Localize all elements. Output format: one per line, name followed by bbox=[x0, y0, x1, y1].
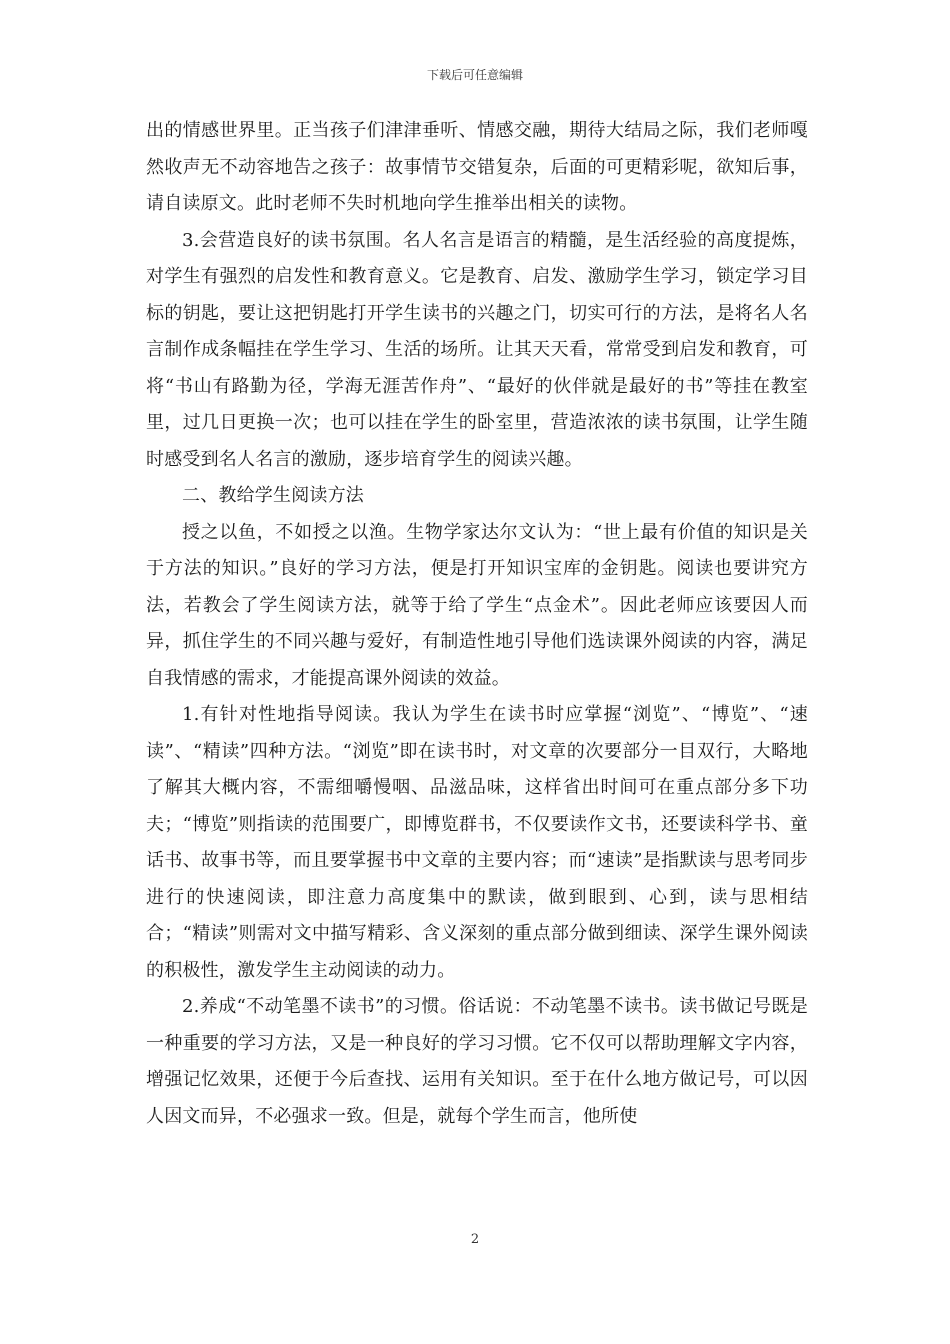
paragraph-note-taking-habit: 2.养成“不动笔墨不读书”的习惯。俗话说：不动笔墨不读书。读书做记号既是一种重要的学习方法，又是一种良好的学习习惯。它不仅可以帮助理解文字内容，增强记忆效果，还便于今后查找、运用有关知识。至于在什么地方做记号，可以因人因文而异，不必强求一致。但是，就每个学生而言，他所使 bbox=[146, 996, 808, 1127]
document-body bbox=[146, 113, 808, 1135]
section-heading: 二、教给学生阅读方法 bbox=[182, 485, 364, 506]
paragraph-reading-atmosphere: 3.会营造良好的读书氛围。名人名言是语言的精髓，是生活经验的高度提炼，对学生有强烈的启发性和教育意义。它是教育、启发、激励学生学习，锁定学习目标的钥匙，要让这把钥匙打开学生读书的兴趣之门，切实可行的方法，是将名人名言制作成条幅挂在学生学习、生活的场所。让其天天看，常常受到启发和教育，可将“书山有路勤为径，学海无涯苦作舟”、“最好的伙伴就是最好的书”等挂在教室里，过几日更换一次；也可以挂在学生的卧室里，营造浓浓的读书氛围，让学生随时感受到名人名言的激励，逐步培育学生的阅读兴趣。 bbox=[146, 229, 808, 470]
page-header: 下载后可任意编辑 bbox=[426, 68, 523, 82]
paragraph-continuation: 出的情感世界里。正当孩子们津津垂听、情感交融，期待大结局之际，我们老师嘎然收声无不动容地告之孩子：故事情节交错复杂，后面的可更精彩呢，欲知后事，请自读原文。此时老师不失时机地向学生推举出相关的读物。 bbox=[146, 120, 808, 214]
page-number: 2 bbox=[470, 1232, 480, 1247]
paragraph-targeted-guidance: 1.有针对性地指导阅读。我认为学生在读书时应掌握“浏览”、“博览”、“速读”、“精读”四种方法。“浏览”即在读书时，对文章的次要部分一目双行，大略地了解其大概内容，不需细嚼慢咽、品滋品味，这样省出时间可在重点部分多下功夫；“博览”则指读的范围要广，即博览群书，不仅要读作文书，还要读科学书、童话书、故事书等，而且要掌握书中文章的主要内容；而“速读”是指默读与思考同步进行的快速阅读，即注意力高度集中的默读，做到眼到、心到，读与思相结合；“精读”则需对文中描写精彩、含义深刻的重点部分做到细读、深学生课外阅读的积极性，激发学生主动阅读的动力。 bbox=[146, 704, 808, 981]
paragraph-reading-methods: 授之以鱼，不如授之以渔。生物学家达尔文认为：“世上最有价值的知识是关于方法的知识。”良好的学习方法，便是打开知识宝库的金钥匙。阅读也要讲究方法，若教会了学生阅读方法，就等于给了学生“点金术”。因此老师应该要因人而异，抓住学生的不同兴趣与爱好，有制造性地引导他们选读课外阅读的内容，满足自我情感的需求，才能提高课外阅读的效益。 bbox=[146, 521, 808, 689]
